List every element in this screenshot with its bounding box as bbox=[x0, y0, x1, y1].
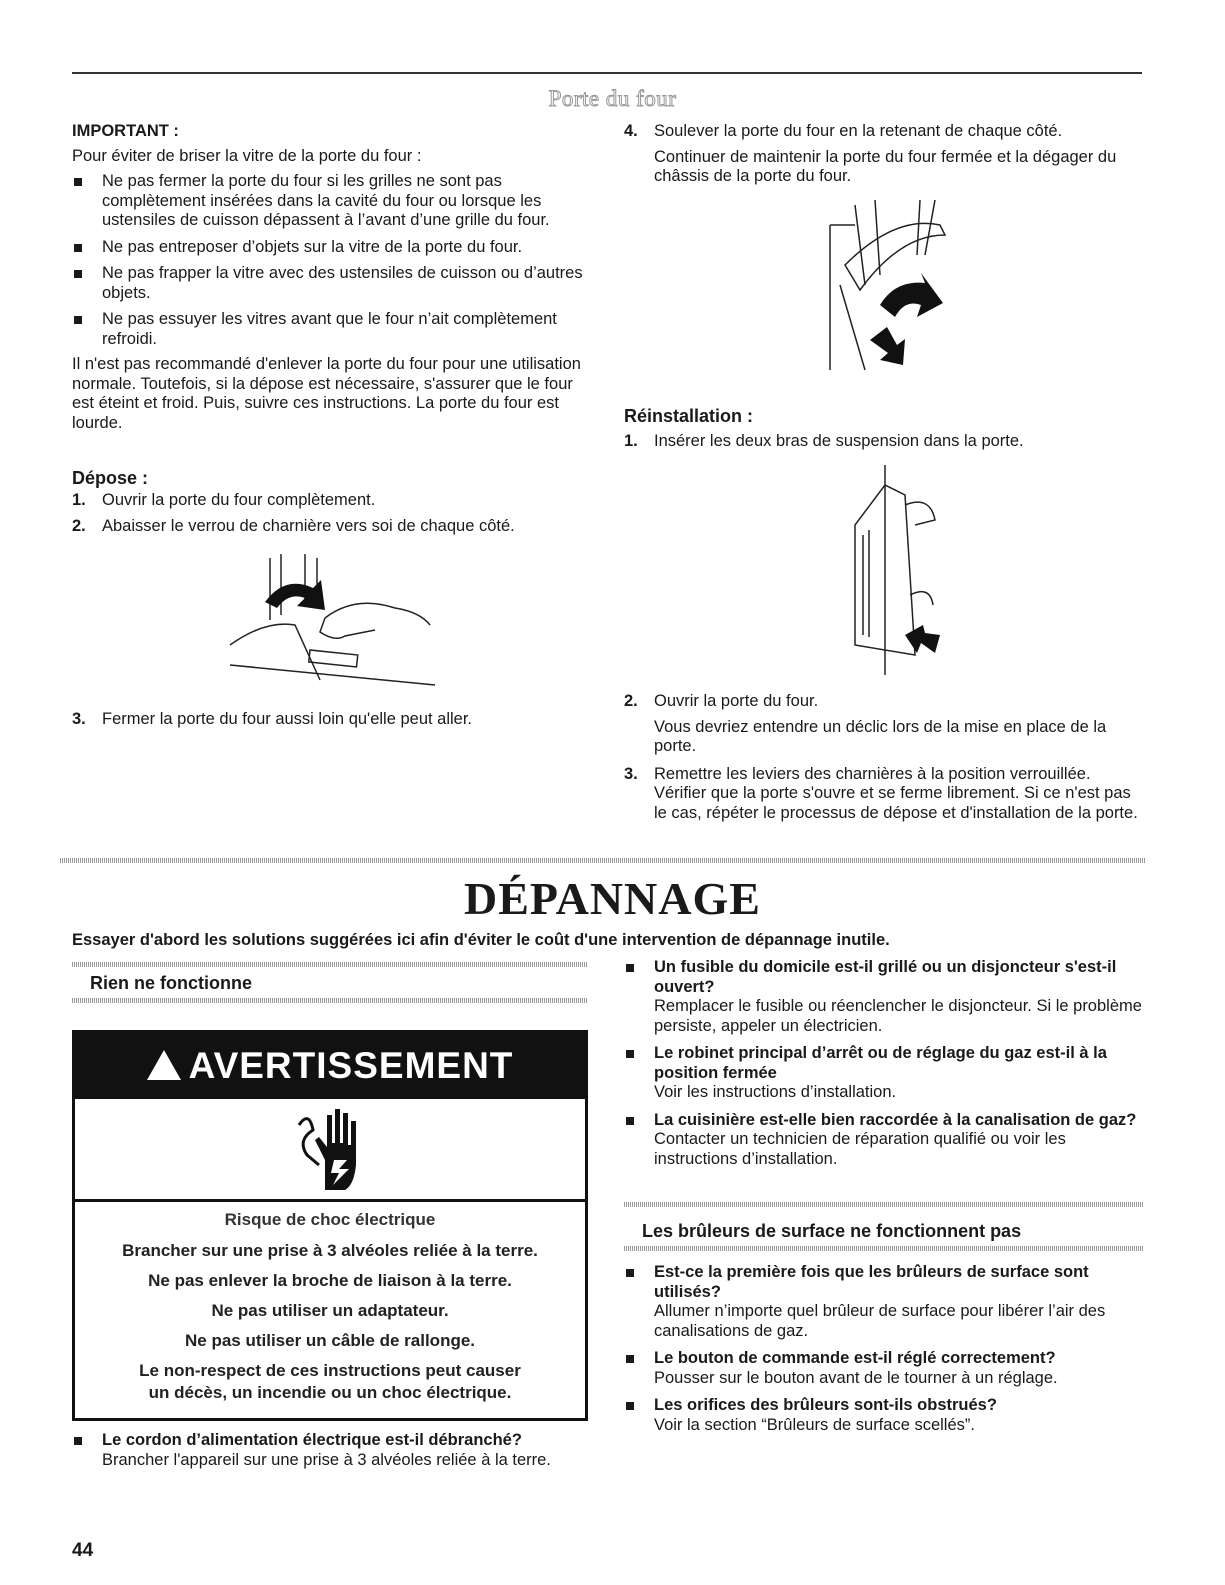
answer: Brancher l'appareil sur une prise à 3 alvéoles reliée à la terre. bbox=[102, 1450, 551, 1469]
step-text: Remettre les leviers des charnières à la position verrouillée. Vérifier que la porte s'ouvre et se ferme librement. Si ce n'est pas le cas, répéter le processus de dépose et d'installation de la porte. bbox=[654, 764, 1138, 822]
warning-line: Ne pas utiliser un câble de rallonge. bbox=[184, 1331, 476, 1350]
warning-box bbox=[72, 1030, 588, 1421]
step-text: Ouvrir la porte du four. bbox=[654, 692, 819, 710]
troubleshoot-list bbox=[624, 958, 1144, 1169]
step-text: Soulever la porte du four en la retenant de chaque côté. bbox=[654, 122, 1063, 140]
step-number: 1. bbox=[72, 491, 86, 509]
question: Un fusible du domicile est-il grillé ou un disjoncteur s'est-il ouvert? bbox=[624, 958, 1144, 997]
warning-line: Brancher sur une prise à 3 alvéoles reliée à la terre. bbox=[122, 1241, 538, 1260]
depose-title: Dépose : bbox=[72, 468, 149, 488]
step-subtext: Continuer de maintenir la porte du four fermée et la dégager du châssis de la porte du four. bbox=[654, 147, 1117, 185]
depose-block bbox=[72, 468, 592, 536]
list-item: Ne pas fermer la porte du four si les grilles ne sont pas complètement insérées dans la cavité du four ou lorsque les ustensiles de cuisson dépassent à l’avant d’une grille du four. bbox=[72, 172, 592, 231]
step-text: Fermer la porte du four aussi loin qu'elle peut aller. bbox=[102, 710, 473, 728]
step-text: Abaisser le verrou de charnière vers soi de chaque côté. bbox=[102, 516, 515, 535]
step-item bbox=[624, 692, 1144, 712]
step-number: 2. bbox=[72, 516, 86, 535]
warning-line: Risque de choc électrique bbox=[224, 1210, 436, 1229]
list-item bbox=[72, 1431, 602, 1470]
step-item bbox=[624, 432, 1144, 452]
depannage-title: DÉPANNAGE bbox=[464, 873, 761, 924]
question: Le bouton de commande est-il réglé correctement? bbox=[624, 1349, 1144, 1369]
section-divider bbox=[60, 858, 1145, 863]
subsection-title: Les brûleurs de surface ne fonctionnent pas bbox=[642, 1221, 1022, 1241]
step-number: 1. bbox=[624, 432, 638, 450]
section-title: Porte du four bbox=[548, 86, 677, 111]
subsection-title: Rien ne fonctionne bbox=[90, 973, 252, 993]
question: La cuisinière est-elle bien raccordée à la canalisation de gaz? bbox=[624, 1111, 1144, 1131]
subsection-rule bbox=[624, 1246, 1144, 1251]
step-item bbox=[72, 517, 592, 537]
list-item: Ne pas frapper la vitre avec des ustensiles de cuisson ou d’autres objets. bbox=[72, 264, 592, 303]
hinge-latch-illustration bbox=[225, 550, 450, 690]
question: Le robinet principal d’arrêt ou de réglage du gaz est-il à la position fermée bbox=[624, 1044, 1144, 1083]
question: Les orifices des brûleurs sont-ils obstrués? bbox=[624, 1396, 1144, 1416]
step-3 bbox=[72, 710, 592, 730]
warning-triangle-icon bbox=[147, 1050, 181, 1080]
warning-line: Le non-respect de ces instructions peut causer bbox=[139, 1361, 521, 1380]
electric-shock-hand-icon bbox=[289, 1105, 369, 1195]
warning-line: Ne pas enlever la broche de liaison à la terre. bbox=[148, 1271, 512, 1290]
step-item bbox=[72, 491, 592, 511]
step-text: Ouvrir la porte du four complètement. bbox=[102, 491, 376, 509]
important-title: IMPORTANT : bbox=[72, 122, 179, 140]
warning-header bbox=[75, 1033, 585, 1099]
question: Est-ce la première fois que les brûleurs de surface sont utilisés? bbox=[624, 1263, 1144, 1302]
list-item: Ne pas essuyer les vitres avant que le four n’ait complètement refroidi. bbox=[72, 310, 592, 349]
step-number: 4. bbox=[624, 122, 638, 140]
important-block bbox=[72, 122, 592, 433]
list-item: Ne pas entreposer d’objets sur la vitre de la porte du four. bbox=[72, 238, 592, 258]
door-reinstall-illustration bbox=[835, 465, 945, 680]
depannage-intro: Essayer d'abord les solutions suggérées ici afin d'éviter le coût d'une intervention de dépannage inutile. bbox=[72, 931, 890, 949]
page-number: 44 bbox=[72, 1540, 94, 1561]
answer: Voir les instructions d’installation. bbox=[654, 1083, 897, 1101]
step-number: 3. bbox=[624, 764, 638, 783]
subsection-rule bbox=[72, 962, 587, 967]
subsection-rule bbox=[624, 1202, 1144, 1207]
answer: Remplacer le fusible ou réenclencher le disjoncteur. Si le problème persiste, appeler un électricien. bbox=[654, 997, 1142, 1035]
warning-separator bbox=[75, 1199, 585, 1202]
removal-paragraph: Il n'est pas recommandé d'enlever la porte du four pour une utilisation normale. Toutefois, si la dépose est nécessaire, s'assurer que le four est éteint et froid. Puis, suivre ces instructions. La porte du four est lourde. bbox=[72, 355, 581, 432]
step-text: Insérer les deux bras de suspension dans la porte. bbox=[654, 432, 1024, 450]
top-rule bbox=[72, 72, 1142, 74]
answer: Voir la section “Brûleurs de surface scellés”. bbox=[654, 1415, 975, 1434]
question: Le cordon d’alimentation électrique est-il débranché? bbox=[72, 1431, 602, 1451]
step-item bbox=[72, 710, 592, 730]
answer: Allumer n’importe quel brûleur de surface pour libérer l’air des canalisations de gaz. bbox=[654, 1302, 1106, 1340]
subsection-rule bbox=[72, 998, 587, 1003]
troubleshoot-list bbox=[624, 1263, 1144, 1435]
reinstall-block bbox=[624, 406, 1144, 452]
step-4 bbox=[624, 122, 1144, 142]
door-lift-illustration bbox=[825, 195, 965, 375]
step-subtext: Vous devriez entendre un déclic lors de la mise en place de la porte. bbox=[654, 717, 1107, 755]
reinstall-steps bbox=[624, 692, 1144, 823]
important-intro: Pour éviter de briser la vitre de la porte du four : bbox=[72, 146, 422, 165]
step-4-block bbox=[624, 122, 1144, 187]
warning-line: un décès, un incendie ou un choc électrique. bbox=[148, 1383, 512, 1402]
step-number: 2. bbox=[624, 692, 638, 710]
step-number: 3. bbox=[72, 710, 86, 728]
answer: Contacter un technicien de réparation qualifié ou voir les instructions d’installation. bbox=[654, 1130, 1066, 1168]
warning-title: AVERTISSEMENT bbox=[188, 1045, 514, 1086]
step-item bbox=[624, 765, 1144, 824]
reinstall-title: Réinstallation : bbox=[624, 406, 754, 426]
warning-line: Ne pas utiliser un adaptateur. bbox=[211, 1301, 449, 1320]
answer: Pousser sur le bouton avant de le tourner à un réglage. bbox=[654, 1368, 1058, 1387]
